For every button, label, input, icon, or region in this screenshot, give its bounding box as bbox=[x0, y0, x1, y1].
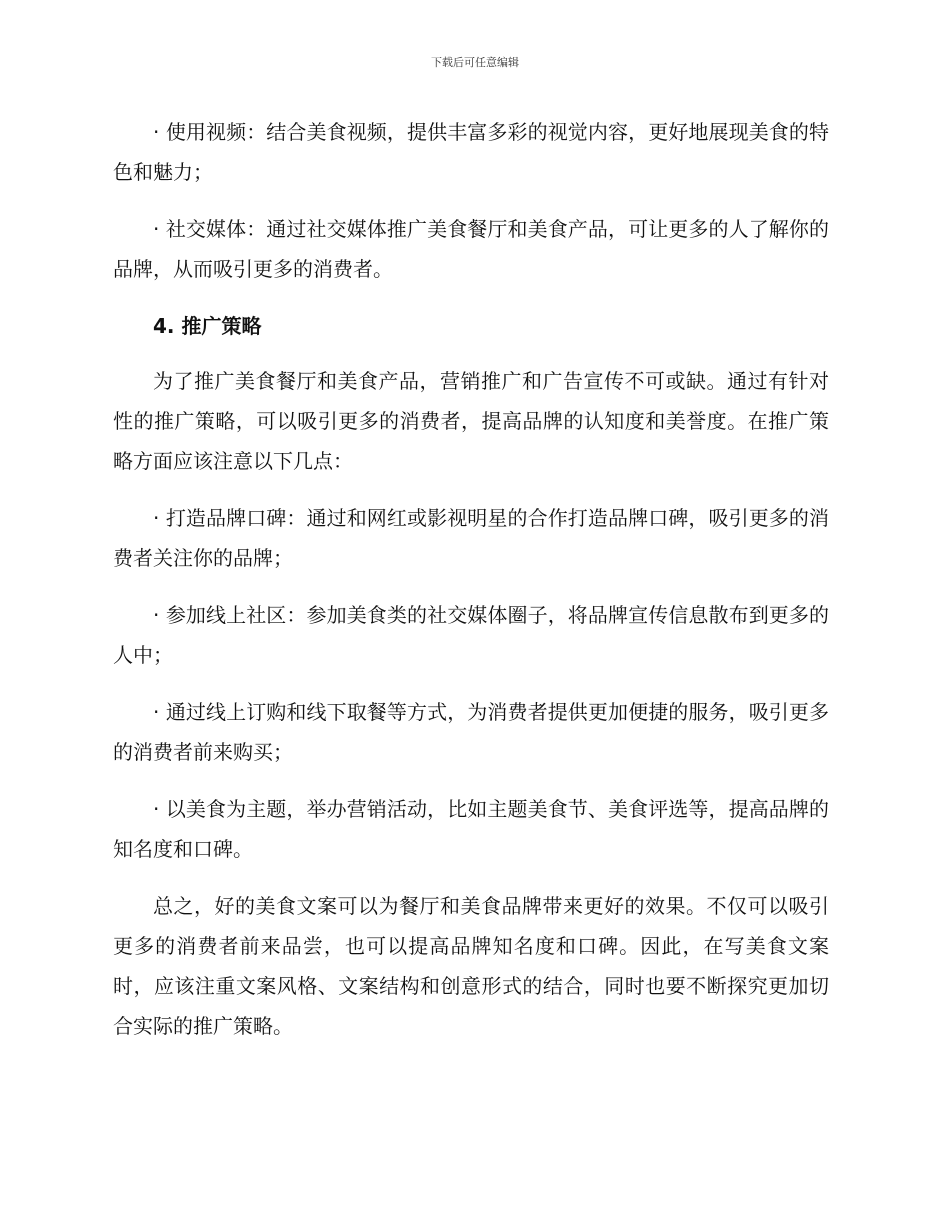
bullet-use-video: · 使用视频：结合美食视频，提供丰富多彩的视觉内容，更好地展现美食的特色和魅力； bbox=[113, 120, 829, 184]
conclusion-paragraph: 总之，好的美食文案可以为餐厅和美食品牌带来更好的效果。不仅可以吸引更多的消费者前来品尝，也可以提高品牌知名度和口碑。因此，在写美食文案时，应该注重文案风格、文案结构和创意形式的结合，同时也要不断探究更加切合实际的推广策略。 bbox=[113, 894, 829, 1038]
bullet-brand-reputation: · 打造品牌口碑：通过和网红或影视明星的合作打造品牌口碑，吸引更多的消费者关注你的品牌； bbox=[113, 506, 829, 570]
page-header: 下载后可任意编辑 bbox=[431, 56, 519, 69]
document-body bbox=[113, 112, 829, 1063]
section-heading: 4. 推广策略 bbox=[153, 314, 262, 338]
bullet-marketing-events: · 以美食为主题，举办营销活动，比如主题美食节、美食评选等，提高品牌的知名度和口碑。 bbox=[113, 797, 829, 861]
bullet-online-community: · 参加线上社区：参加美食类的社交媒体圈子，将品牌宣传信息散布到更多的人中； bbox=[113, 603, 829, 667]
intro-paragraph: 为了推广美食餐厅和美食产品，营销推广和广告宣传不可或缺。通过有针对性的推广策略，可以吸引更多的消费者，提高品牌的认知度和美誉度。在推广策略方面应该注意以下几点： bbox=[113, 369, 829, 473]
bullet-social-media: · 社交媒体：通过社交媒体推广美食餐厅和美食产品，可让更多的人了解你的品牌，从而吸引更多的消费者。 bbox=[113, 217, 829, 281]
bullet-online-ordering: · 通过线上订购和线下取餐等方式，为消费者提供更加便捷的服务，吸引更多的消费者前来购买； bbox=[113, 700, 829, 764]
